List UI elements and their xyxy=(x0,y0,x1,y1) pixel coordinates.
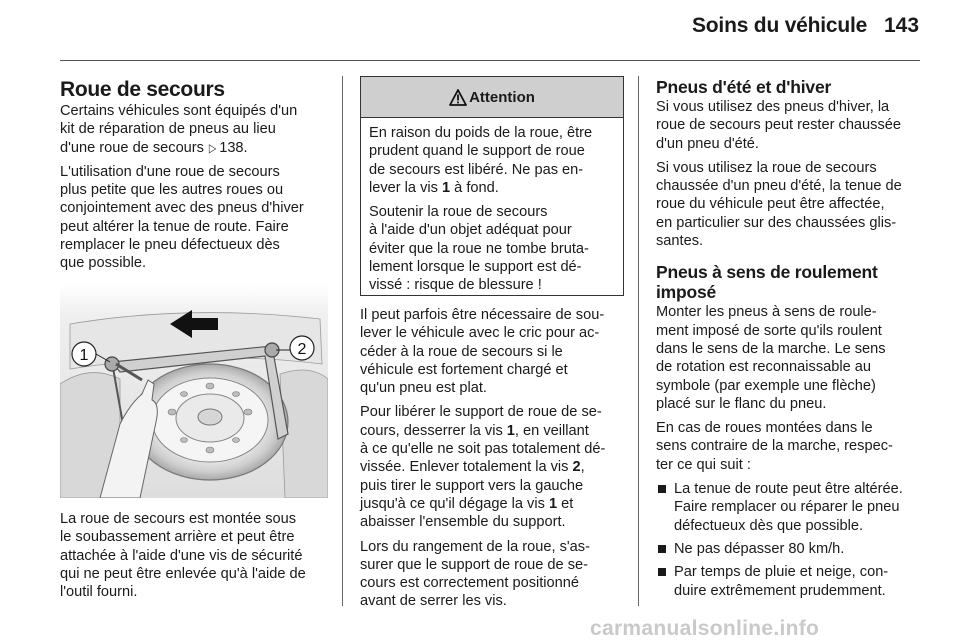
paragraph-reverse-mounting: En cas de roues montées dans le sens contraire de la marche, respec- ter ce qui suit : xyxy=(656,420,893,473)
column-2 xyxy=(360,306,624,617)
page-ref-link[interactable]: 138. xyxy=(219,139,248,156)
spare-wheel-illustration xyxy=(60,284,328,498)
header-title: Soins du véhicule xyxy=(692,14,868,37)
warning-paragraph-2: Soutenir la roue de secours à l'aide d'un objet adéquat pour éviter que la roue ne tombe bruta- lement lorsque le support est dé- vissé : risque de blessure ! xyxy=(369,204,589,294)
header-rule xyxy=(60,60,920,61)
list-item: Ne pas dépasser 80 km/h. xyxy=(656,540,924,558)
warning-box xyxy=(360,76,624,296)
warning-paragraph-1: En raison du poids de la roue, être prudent quand le support de roue de secours est libéré. Ne pas en- lever la vis 1 à fond. xyxy=(369,125,593,196)
column-divider-2 xyxy=(638,76,639,606)
paragraph-repair-kit: Certains véhicules sont équipés d'un kit de réparation de pneus au lieu d'une roue de secours ▷ 138. xyxy=(60,103,298,156)
page-number: 143 xyxy=(884,14,920,37)
column-divider-1 xyxy=(342,76,343,606)
bullet-list xyxy=(656,480,924,600)
section-title-spare-wheel: Roue de secours xyxy=(60,78,225,101)
list-item: La tenue de route peut être altérée. Faire remplacer ou réparer le pneu défectueux dès que possible. xyxy=(656,480,924,535)
warning-body xyxy=(361,118,623,295)
paragraph-smaller-wheel: L'utilisation d'une roue de secours plus petite que les autres roues ou conjointement avec des pneus d'hiver peut altérer la tenue de route. Faire remplacer le pneu défectueux dès que possible. xyxy=(60,163,304,272)
warning-triangle-icon xyxy=(449,89,467,106)
page-ref-triangle-icon: ▷ xyxy=(208,140,217,155)
paragraph-storage: Lors du rangement de la roue, s'as- surer que le support de roue de se- cours est correctement positionné avant de serrer les vis. xyxy=(360,538,590,610)
warning-header xyxy=(361,77,623,118)
list-item: Par temps de pluie et neige, con- duire extrêmement prudemment. xyxy=(656,563,924,600)
warning-title: Attention xyxy=(469,88,535,106)
column-3 xyxy=(656,77,924,605)
paragraph-release-carrier: Pour libérer le support de roue de se- cours, desserrer la vis 1, en veillant à ce qu'elle ne soit pas totalement dé- vissée. Enlever totalement la vis 2, puis tirer le support vers la gauche jusqu'à ce qu'il dégage la vis 1 et abaisser l'ensemble du support. xyxy=(360,404,606,531)
subsection-title-directional: Pneus à sens de roulement imposé xyxy=(656,262,878,303)
callout-2-label: 2 xyxy=(297,341,307,358)
square-bullet-icon xyxy=(658,568,666,576)
square-bullet-icon xyxy=(658,545,666,553)
column-1 xyxy=(60,77,328,279)
paragraph-winter-tyres: Si vous utilisez des pneus d'hiver, la roue de secours peut rester chaussée d'un pneu d'été. xyxy=(656,99,901,152)
paragraph-summer-tyre: Si vous utilisez la roue de secours chaussée d'un pneu d'été, la tenue de roue du véhicule peut être affectée, en particulier sur des chaussées glis- santes. xyxy=(656,159,902,250)
paragraph-jack: Il peut parfois être nécessaire de sou- lever le véhicule avec le cric pour ac- céder à la roue de secours si le véhicule est fortement chargé et qu'un pneu est plat. xyxy=(360,307,605,397)
square-bullet-icon xyxy=(658,485,666,493)
column-1-lower xyxy=(60,510,328,607)
paragraph-directional: Monter les pneus à sens de roule- ment imposé de sorte qu'ils roulent dans le sens de la marche. Le sens de rotation est reconnaissable au symbole (par exemple une flèche) placé sur le flanc du pneu. xyxy=(656,304,886,412)
paragraph-wheel-mounting: La roue de secours est montée sous le soubassement arrière et peut être attachée à l'aide d'une vis de sécurité qui ne peut être enlevée qu'à l'aide de l'outil fourni. xyxy=(60,511,306,601)
callout-1-label: 1 xyxy=(79,347,89,364)
subsection-title-summer-winter: Pneus d'été et d'hiver xyxy=(656,77,832,97)
watermark: carmanualsonline.info xyxy=(590,617,820,640)
